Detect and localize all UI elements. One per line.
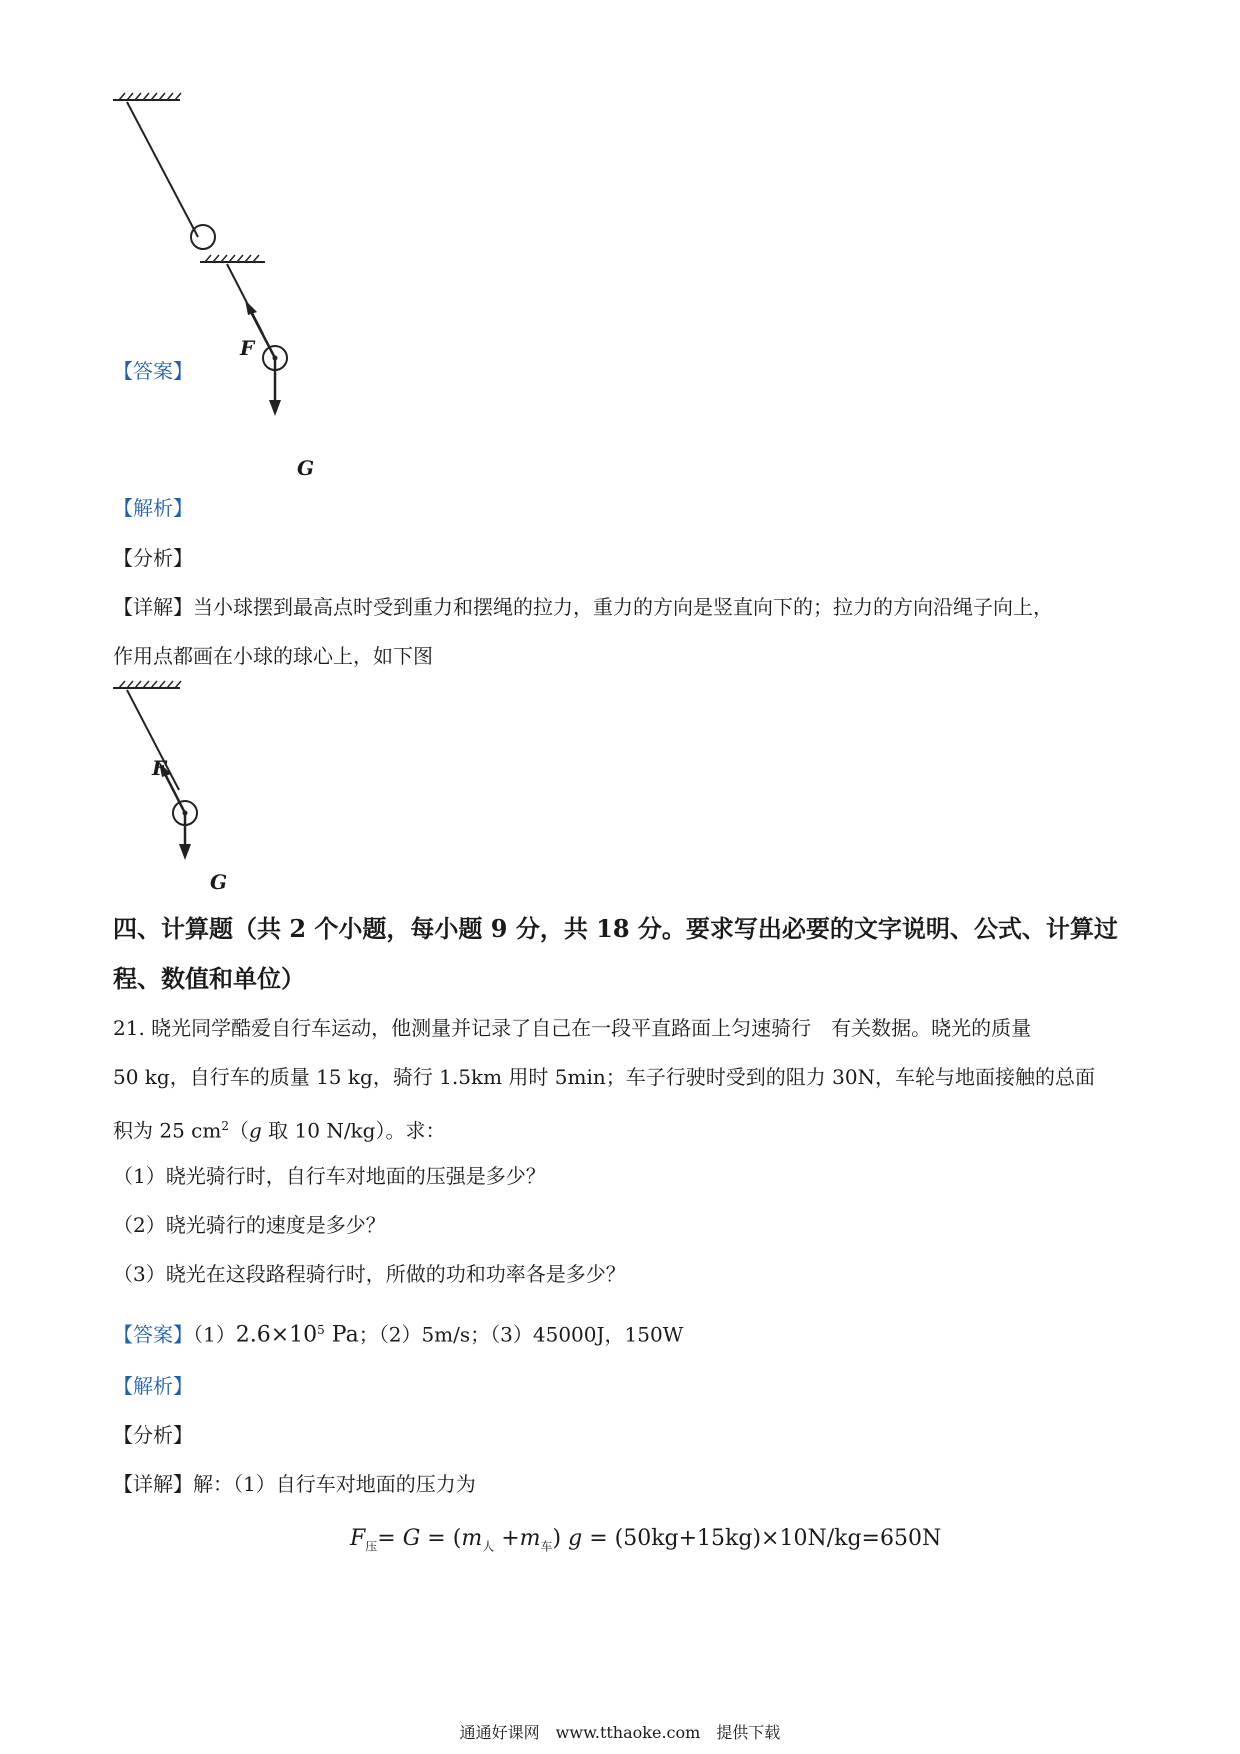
answer-rest: ；（2）5m/s；（3）45000J，150W [358, 1322, 684, 1347]
detail-paragraph-2 [113, 1470, 476, 1498]
formula-f-sub: 压 [365, 1539, 378, 1554]
section-heading-line-1: 四、计算题（共 2 个小题，每小题 9 分，共 18 分。要求写出必要的文字说明、公式、计算过 [113, 914, 1118, 943]
formula-f: F [350, 1526, 366, 1551]
g-value-text: 取 10 N/kg）。求： [261, 1118, 446, 1143]
force-label-f-1: F [240, 336, 255, 360]
formula-m2-sub: 车 [540, 1539, 553, 1554]
answer-value-exp: 5 [317, 1323, 325, 1337]
force-label-g-2: G [210, 870, 228, 894]
formula-m1-sub: 人 [482, 1539, 495, 1554]
g-symbol: g [248, 1118, 262, 1143]
fenxi-label-1: 【分析】 [113, 546, 193, 570]
formula-m1: m [461, 1526, 483, 1551]
formula-g: g [568, 1526, 583, 1551]
question-21-line-2: 50 kg，自行车的质量 15 kg，骑行 1.5km 用时 5min；车子行驶时受到的阻力 30N，车轮与地面接触的总面 [113, 1065, 1096, 1089]
sub-question-1: （1）晓光骑行时，自行车对地面的压强是多少？ [113, 1164, 546, 1188]
analysis-label-2: 【解析】 [113, 1374, 193, 1398]
detail-line-1: 当小球摆到最高点时受到重力和摆绳的拉力，重力的方向是竖直向下的；拉力的方向沿绳子向上， [193, 595, 1053, 619]
formula-close: ) [552, 1526, 569, 1551]
answer-label-2: 【答案】 [113, 1322, 193, 1347]
detail-text-2: 解：（1）自行车对地面的压力为 [193, 1472, 476, 1496]
formula-plus: + [494, 1526, 520, 1551]
detail-paragraph-1 [113, 593, 1053, 621]
analysis-label-1: 【解析】 [113, 496, 193, 520]
answer-part-1: （1） [193, 1322, 236, 1347]
pendulum-figure-1 [105, 90, 305, 490]
formula-m2: m [519, 1526, 541, 1551]
section-heading-line-2: 程、数值和单位） [113, 964, 305, 993]
detail-label-1: 【详解】 [113, 595, 193, 619]
force-label-g-1: G [297, 456, 315, 480]
answer-value-base: 2.6×10 [235, 1322, 318, 1348]
answer-line-2 [113, 1316, 683, 1350]
page-footer: 通通好课网 www.tthaoke.com 提供下载 [459, 1723, 781, 1742]
sub-question-3: （3）晓光在这段路程骑行时，所做的功和功率各是多少？ [113, 1262, 626, 1286]
detail-line-2: 作用点都画在小球的球心上，如下图 [113, 644, 433, 668]
pendulum-figure-2 [105, 678, 245, 878]
fenxi-label-2: 【分析】 [113, 1423, 193, 1447]
formula-eq1: = [377, 1526, 403, 1551]
sub-question-2: （2）晓光骑行的速度是多少？ [113, 1213, 386, 1237]
formula-g-weight: G [402, 1526, 421, 1551]
detail-label-2: 【详解】 [113, 1472, 193, 1496]
pressure-force-formula [350, 1524, 941, 1561]
area-text: 积为 25 cm [113, 1118, 222, 1143]
force-label-f-2: F [152, 756, 167, 780]
answer-label-1: 【答案】 [113, 359, 193, 383]
paren-open: （ [228, 1118, 249, 1143]
question-21-line-3 [113, 1112, 445, 1145]
question-21-line-1: 21. 晓光同学酷爱自行车运动，他测量并记录了自己在一段平直路面上匀速骑行 有关数据。晓光的质量 [113, 1016, 1032, 1040]
answer-value-unit: Pa [324, 1322, 359, 1348]
formula-eq2: = ( [420, 1526, 462, 1551]
area-exponent: 2 [221, 1119, 229, 1133]
formula-rest: = (50kg+15kg)×10N/kg=650N [582, 1526, 942, 1551]
